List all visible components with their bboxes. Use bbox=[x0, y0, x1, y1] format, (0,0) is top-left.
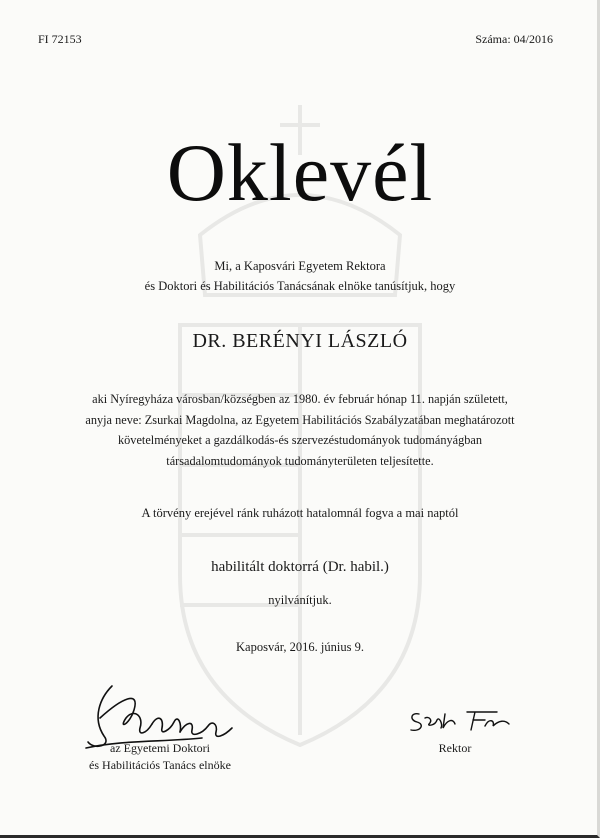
body-line-3: követelményeket a gazdálkodás-és szervezéstudományok tudományágban bbox=[118, 433, 482, 447]
body-line-4: társadalomtudományok tudományterületen teljesítette. bbox=[166, 453, 434, 468]
place-and-date: Kaposvár, 2016. június 9. bbox=[236, 640, 364, 654]
rector-signature bbox=[405, 706, 515, 736]
registry-number: FI 72153 bbox=[38, 32, 82, 46]
intro-text bbox=[20, 256, 580, 296]
law-statement: A törvény erejével ránk ruházott hatalomnál fogva a mai naptól bbox=[141, 506, 459, 520]
diploma-title: Oklevél bbox=[166, 127, 434, 218]
degree-title: habilitált doktorrá (Dr. habil.) bbox=[211, 559, 389, 575]
body-line-1: aki Nyíregyháza városban/községben az 1980. év február hónap 11. napján született, bbox=[92, 392, 508, 406]
council-chair-label-line-1: az Egyetemi Doktori bbox=[110, 741, 210, 755]
rector-label: Rektor bbox=[438, 741, 472, 755]
recipient-name: DR. BERÉNYI LÁSZLÓ bbox=[192, 330, 408, 352]
document-number: Száma: 04/2016 bbox=[475, 32, 553, 46]
body-text bbox=[20, 389, 580, 471]
council-chair-label bbox=[60, 740, 260, 774]
intro-line-1: Mi, a Kaposvári Egyetem Rektora bbox=[214, 259, 386, 273]
intro-line-2: és Doktori és Habilitációs Tanácsának elnöke tanúsítjuk, hogy bbox=[144, 279, 456, 293]
body-line-2: anyja neve: Zsurkai Magdolna, az Egyetem Habilitációs Szabályzatában meghatározott bbox=[85, 412, 515, 427]
declaration-text: nyilvánítjuk. bbox=[268, 593, 332, 607]
council-chair-label-line-2: és Habilitációs Tanács elnöke bbox=[89, 758, 231, 772]
